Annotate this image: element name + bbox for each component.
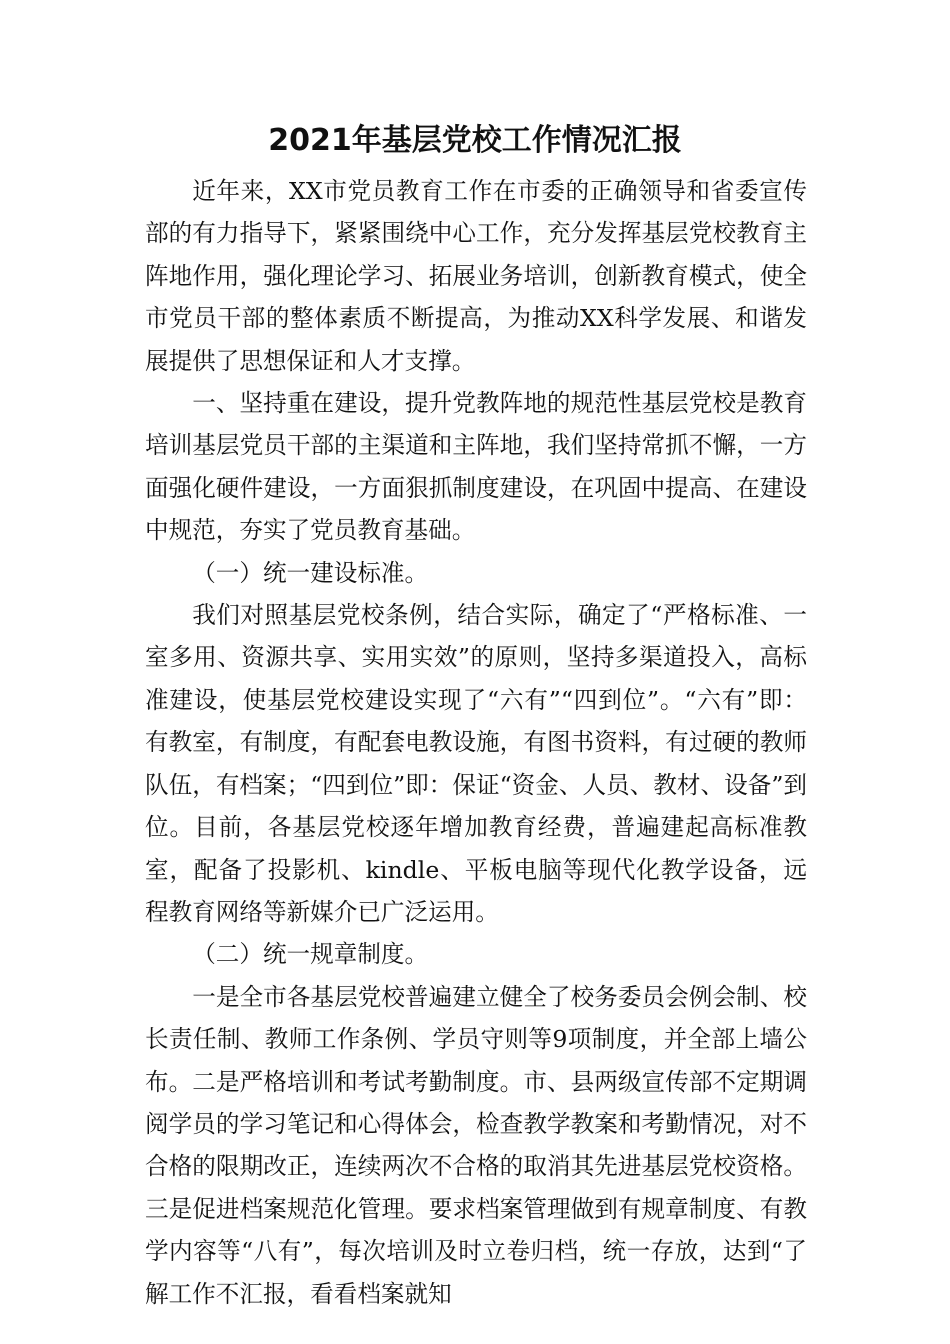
document-title: 2021年基层党校工作情况汇报	[268, 123, 682, 158]
paragraph-intro: 近年来，XX市党员教育工作在市委的正确领导和省委宣传部的有力指导下，紧紧围绕中心工作，充分发挥基层党校教育主阵地作用，强化理论学习、拓展业务培训，创新教育模式，使全市党员干部的整体素质不断提高，为推动XX科学发展、和谐发展提供了思想保证和人才支撑。	[145, 177, 807, 375]
paragraph-standards: 我们对照基层党校条例，结合实际，确定了“严格标准、一室多用、资源共享、实用实效”的原则，坚持多渠道投入，高标准建设，使基层党校建设实现了“六有”“四到位”。“六有”即：有教室，有制度，有配套电教设施，有图书资料，有过硬的教师队伍，有档案；“四到位”即：保证“资金、人员、教材、设备”到位。目前，各基层党校逐年增加教育经费，普遍建起高标准教室，配备了投影机、kindle、平板电脑等现代化教学设备，远程教育网络等新媒介已广泛运用。	[145, 601, 807, 926]
paragraph-rules: 一是全市各基层党校普遍建立健全了校务委员会例会制、校长责任制、教师工作条例、学员守则等9项制度，并全部上墙公布。二是严格培训和考试考勤制度。市、县两级宣传部不定期调阅学员的学习笔记和心得体会，检查教学教案和考勤情况，对不合格的限期改正，连续两次不合格的取消其先进基层党校资格。三是促进档案规范化管理。要求档案管理做到有规章制度、有教学内容等“八有”，每次培训及时立卷归档，统一存放，达到“了解工作不汇报，看看档案就知	[145, 982, 807, 1308]
paragraph-section-one: 一、坚持重在建设，提升党教阵地的规范性基层党校是教育培训基层党员干部的主渠道和主阵地，我们坚持常抓不懈，一方面强化硬件建设，一方面狠抓制度建设，在巩固中提高、在建设中规范，夯实了党员教育基础。	[145, 389, 807, 545]
subheading-unified-rules: （二）统一规章制度。	[192, 940, 429, 969]
document-body	[145, 170, 807, 1315]
subheading-unified-standards: （一）统一建设标准。	[192, 558, 429, 587]
